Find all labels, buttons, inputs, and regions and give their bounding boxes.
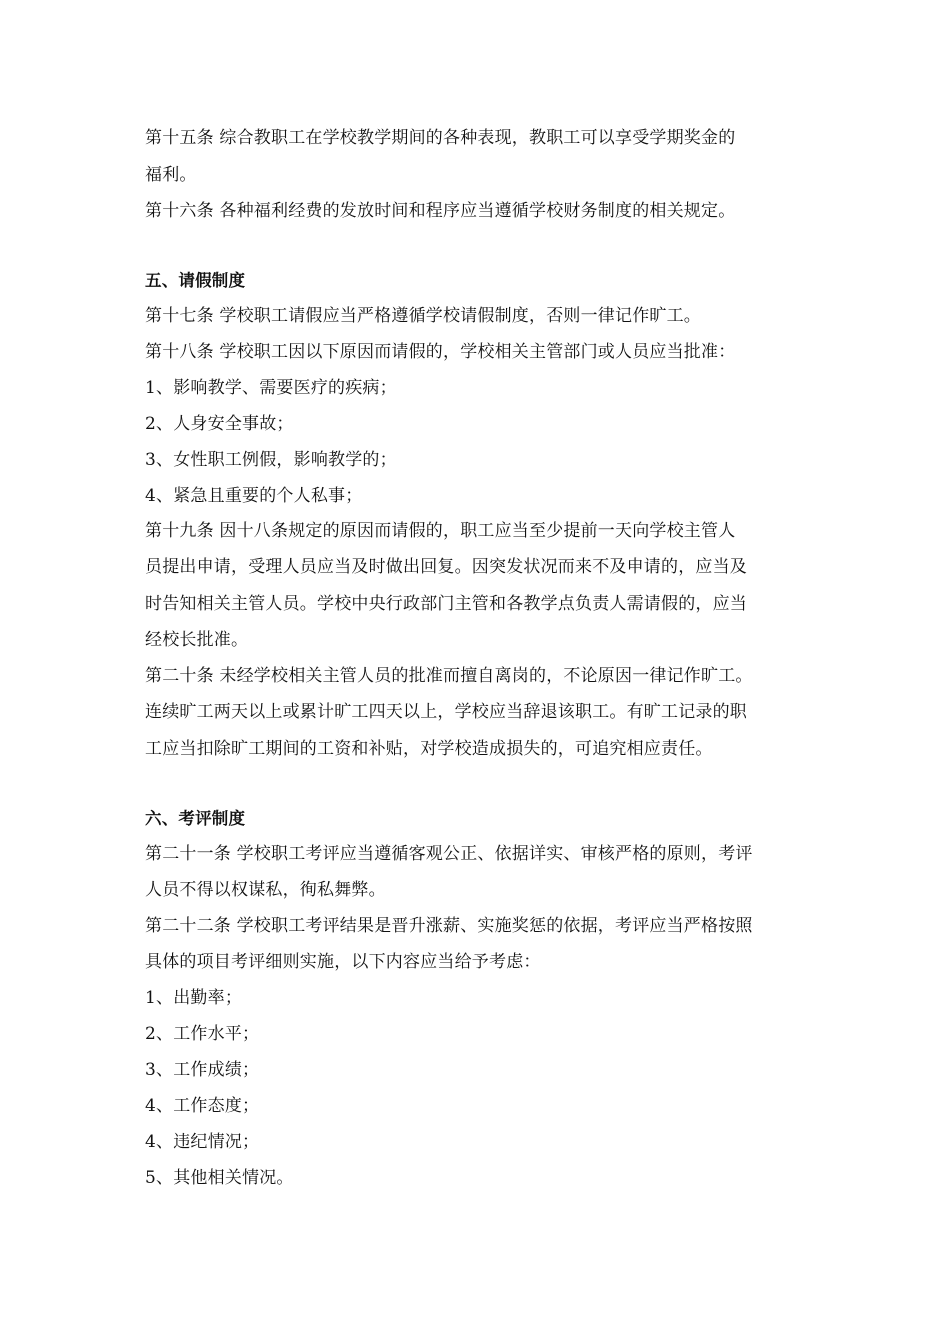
evaluation-item: 1、出勤率； — [145, 988, 243, 1008]
leave-reason-item: 1、影响教学、需要医疗的疾病； — [145, 378, 397, 398]
article-21-line: 人员不得以权谋私，徇私舞弊。 — [145, 880, 386, 900]
article-22-line: 第二十二条 学校职工考评结果是晋升涨薪、实施奖惩的依据，考评应当严格按照 — [145, 916, 753, 936]
article-19-line: 时告知相关主管人员。学校中央行政部门主管和各教学点负责人需请假的，应当 — [145, 594, 747, 614]
leave-reason-item: 4、紧急且重要的个人私事； — [145, 486, 363, 506]
article-19-line: 第十九条 因十八条规定的原因而请假的，职工应当至少提前一天向学校主管人 — [145, 521, 736, 541]
evaluation-item: 5、其他相关情况。 — [145, 1168, 294, 1188]
article-15-line-1: 第十五条 综合教职工在学校教学期间的各种表现，教职工可以享受学期奖金的 — [145, 128, 736, 148]
article-17: 第十七条 学校职工请假应当严格遵循学校请假制度，否则一律记作旷工。 — [145, 306, 702, 326]
leave-reason-item: 2、人身安全事故； — [145, 414, 294, 434]
article-19-line: 经校长批准。 — [145, 630, 249, 650]
evaluation-item: 2、工作水平； — [145, 1024, 260, 1044]
article-20-line: 第二十条 未经学校相关主管人员的批准而擅自离岗的，不论原因一律记作旷工。 — [145, 666, 753, 686]
article-19-line: 员提出申请，受理人员应当及时做出回复。因突发状况而来不及申请的，应当及 — [145, 557, 747, 577]
article-22-line: 具体的项目考评细则实施，以下内容应当给予考虑： — [145, 952, 541, 972]
article-16: 第十六条 各种福利经费的发放时间和程序应当遵循学校财务制度的相关规定。 — [145, 201, 736, 221]
article-15-line-2: 福利。 — [145, 165, 197, 185]
article-21-line: 第二十一条 学校职工考评应当遵循客观公正、依据详实、审核严格的原则，考评 — [145, 844, 753, 864]
article-20-line: 连续旷工两天以上或累计旷工四天以上，学校应当辞退该职工。有旷工记录的职 — [145, 702, 747, 722]
evaluation-item: 4、工作态度； — [145, 1096, 260, 1116]
article-20-line: 工应当扣除旷工期间的工资和补贴，对学校造成损失的，可追究相应责任。 — [145, 739, 713, 759]
evaluation-item: 3、工作成绩； — [145, 1060, 260, 1080]
section-5-heading: 五、请假制度 — [145, 271, 246, 290]
article-18: 第十八条 学校职工因以下原因而请假的，学校相关主管部门或人员应当批准： — [145, 342, 736, 362]
leave-reason-item: 3、女性职工例假，影响教学的； — [145, 450, 397, 470]
section-6-heading: 六、考评制度 — [145, 809, 246, 828]
evaluation-item: 4、违纪情况； — [145, 1132, 260, 1152]
